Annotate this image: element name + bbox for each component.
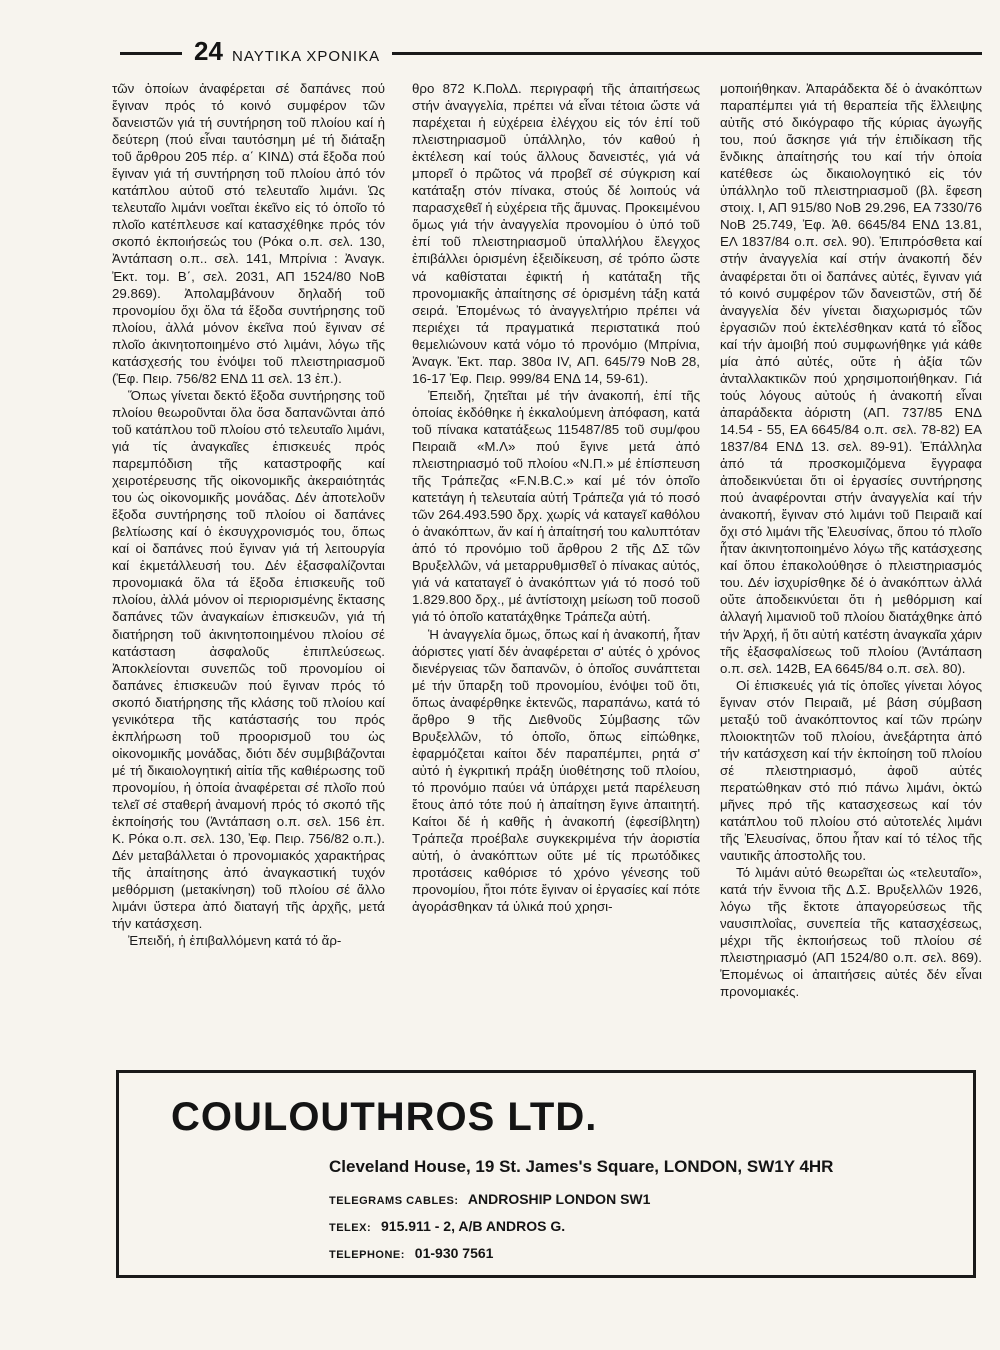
article-column-3 [720, 80, 982, 1060]
header-rule-left [120, 52, 182, 55]
paragraph: Ὅπως γίνεται δεκτό ἔξοδα συντήρησης τοῦ πλοίου θεωροῦνται ὅλα ὅσα δαπανῶνται ἀπό τοῦ κατάπλου τοῦ πλοίου στό τελευταῖο λιμάνι, γιά τίς ἀναγκαῖες ἐπισκευές πρός παρεμπόδιση τῆς καταστροφῆς καί χειροτέρευσης τῆς οἰκονομικῆς ἀκεραιότητάς του ὡς οἰκονομικῆς μονάδας. Δέν ἀποτελοῦν ἔξοδα συντήρησης τοῦ πλοίου οἱ δαπάνες βελτίωσης καί ὁ ἐκσυγχρονισμός του, ὅπως καί οἱ δαπάνες πού ἔγιναν γιά τή λειτουργία καί ἐκμετάλλευσή του. Δέν ἐξασφαλίζονται προνομιακά ὅλα τά ἔξοδα ἐπισκευῆς τοῦ πλοίου, ἀλλά μόνον οἱ περιορισμένης ἔκτασης δαπάνες τῶν ἀναγκαίων ἐπισκευῶν, γιά τή διατήρηση τοῦ ἀκινητοποιημένου πλοίου σέ κατάσταση ἀσφαλοῦς ἐπιπλεύσεως. Ἀποκλείονται συνεπῶς τοῦ προνομίου οἱ δαπάνες ἐπισκευῶν πού ἔγιναν πρός τό σκοπό διατήρησης τῆς κλάσης τοῦ πλοίου καί γενικότερα τῆς κατάστασής του πρός ἐκπλήρωση τοῦ προορισμοῦ του ὡς οἰκονομικῆς μονάδας, διότι δέν συμβιβάζονται μέ τή δικαιολογητική αἰτία τῆς καθιέρωσης τοῦ προνομίου, ἡ ὁποία ἀναφέρεται σέ πλοῖο πού τελεῖ σέ σταθερή ἀναμονή πρός τό σκοπό τῆς ἐκποίησής του (Ἀντάπαση ο.π. σελ. 156 ἐπ. Κ. Ρόκα ο.π. σελ. 130, Ἐφ. Πειρ. 756/82 ο.π.). Δέν μεταβάλλεται ὁ προνομιακός χαρακτήρας τῆς ἀπαίτησης ἀπό ἀναγκαστική τυχόν μεθόρμιση (μετακίνηση) τοῦ πλοίου σέ ἄλλο λιμάνι ὕστερα ἀπό διαταγή τῆς ἀρχῆς, μετά τήν κατάσχεση. [112, 387, 385, 932]
ad-telephone-row [329, 1245, 493, 1261]
paragraph: μοποιήθηκαν. Ἀπαράδεκτα δέ ὁ ἀνακόπτων παραπέμπει γιά τή θεραπεία τῆς ἔλλειψης αὐτῆς στό δικόγραφο τῆς κύριας ἀγωγῆς του, πού ἄσκησε γιά τήν ἐπιδίκαση τῆς ἔνδικης ἀπαίτησής του καί τήν ὁποία κατέθεσε ὡς δικαιολογητικό εἰς τόν ὑπάλληλο τοῦ πλειστηριασμοῦ (βλ. ἔφεση στοιχ. Ι, ΑΠ 915/80 ΝοΒ 29.296, ΕΑ 7330/76 ΝοΒ 25.749, Ἐφ. Ἀθ. 6645/84 ΕΝΔ 13.81, ΕΛ 1837/84 ο.π. σελ. 90). Ἐπιπρόσθετα καί στήν ἀναγγελία καί στήν ἀνακοπή δέν ἀναφέρεται ὅτι οἱ δαπάνες αὐτές, ἔγιναν γιά τό κοινό συμφέρον τῶν δανειστῶν, στή δέ ἀναγγελία δέν γίνεται διαχωρισμός τῶν ἐργασιῶν πού ἐκτελέσθηκαν κατά τό εἶδος καί τήν ἀμοιβή πού συμφωνήθηκε γιά κάθε μία ἀπό αὐτές, οὔτε ἡ ἀξία τῶν ἀνταλλακτικῶν πού χρησιμοποιήθηκαν. Γιά τούς λόγους αὐτούς ἡ ἀνακοπή εἶναι ἀπαράδεκτα ἀόριστη (ΑΠ. 737/85 ΕΝΔ 14.54 - 55, ΕΑ 6645/84 ο.π. σελ. 78-82) ΕΑ 1837/84 ΕΝΔ 13. σελ. 89-91). Ἐπάλληλα ἀπό τά προσκομιζόμενα ἔγγραφα ἀποδεικνύεται ὅτι οἱ ἐργασίες συντήρησης πού ἀναφέρονται στήν ἀναγγελία καί τήν ἀνακοπή, ἔγιναν στό λιμάνι τοῦ Πειραιᾶ καί ὄχι στό λιμάνι τῆς Ἐλευσίνας, ὅπου τό πλοῖο ἦταν ἀκινητοποιημένο λόγω τῆς κατάσχεσης καί ὅπου ἐπακολούθησε ὁ πλειστηριασμός του. Δέν ἰσχυρίσθηκε δέ ὁ ἀνακόπτων ἀλλά οὔτε ἀποδεικνύεται ὅτι ἡ μεθόρμιση καί ἀλλαγή λιμανιοῦ τοῦ πλοίου διατάχθηκε ἀπό τήν Ἀρχή, ἤ ὅτι αὐτή κατέστη ἀναγκαῖα χάριν τῆς ἐξασφαλίσεως τοῦ πλοίου (Ἀντάπαση ο.π. σελ. 142Β, ΕΑ 6645/84 ο.π. σελ. 80). [720, 81, 982, 676]
page-number: 24 [194, 36, 223, 66]
ad-telex-value: 915.911 - 2, A/B ANDROS G. [381, 1218, 566, 1234]
article-column-1 [112, 80, 385, 1060]
paragraph: θρο 872 Κ.ΠολΔ. περιγραφή τῆς ἀπαιτήσεως στήν ἀναγγελία, πρέπει νά εἶναι τέτοια ὥστε νά παρέχεται ἡ εὐχέρεια ἐλέγχου εἰς τόν ἐπί τοῦ πλειστηριασμοῦ ὑπάλληλο, τόν καθού ἡ ἐκτέλεση καί τούς ἄλλους δανειστές, γιά νά μπορεῖ ὁ πρῶτος νά προβεῖ σέ σύγκριση καί κατάταξη στόν πίνακα, στούς δέ λοιπούς νά παρασχεθεῖ ἡ εὐχέρεια τῆς ἄμυνας. Προκειμένου ὅμως γιά τήν ἀναγγελία προνομίου ὁ ὑπό τοῦ ἐπί τοῦ πλειστηριασμοῦ ὑπαλλήλου ἔλεγχος ἐπιβάλλει ὁρισμένη ἐξειδίκευση, σέ τρόπο ὥστε νά καθίσταται ἐφικτή ἡ κατάταξη τῆς προνομιακῆς ἀπαίτησης σέ ὁρισμένη τάξη κατά σειρά. Ἐπομένως τό ἀναγγελτήριο πρέπει νά περιέχει τά πραγματικά περιστατικά πού θεμελιώνουν κατά νόμο τό προνόμιο (Μπρίνια, Ἀναγκ. Ἐκτ. παρ. 380α IV, ΑΠ. 645/79 ΝοΒ 28, 16-17 Ἐφ. Πειρ. 999/84 ΕΝΔ 14, 59-61). [412, 81, 700, 386]
ad-telegrams-value: ANDROSHIP LONDON SW1 [467, 1191, 651, 1207]
ad-telegrams-row [329, 1191, 650, 1207]
paragraph: τῶν ὁποίων ἀναφέρεται σέ δαπάνες πού ἔγιναν πρός τό κοινό συμφέρον τῶν δανειστῶν γιά τή συντήρηση τοῦ πλοίου καί ἡ δεύτερη (πού εἶναι ταυτόσημη μέ τή διάταξη τοῦ ἄρθρου 205 πέρ. α΄ ΚΙΝΔ) στά ἔξοδα πού ἔγιναν γιά τή συντήρηση τοῦ πλοίου ἀπό τόν κατάπλου αὐτοῦ στό τελευταῖο λιμάνι. Ὡς τελευταῖο λιμάνι νοεῖται ἐκεῖνο εἰς τό ὁποῖο τό πλοῖο κατέπλευσε καί κατασχέθηκε πρός τόν σκοπό ἐκποιήσεώς του (Ρόκα ο.π. σελ. 130, Ἀντάπαση ο.π.. σελ. 141, Μπρίνια : Ἀναγκ. Ἐκτ. τομ. Β΄, σελ. 2031, ΑΠ 1524/80 ΝοΒ 29.869). Ἀπολαμβάνουν δηλαδή τοῦ προνομίου ὄχι ὅλα τά ἔξοδα συντήρησης τοῦ πλοίου, ἀλλά μόνον ἐκεῖνα πού ἔγιναν σέ πλοῖο ἀκινητοποιημένο στό λιμάνι, λόγω τῆς κατάσχεσής του ἐνόψει τοῦ πλειστηριασμοῦ (Ἐφ. Πειρ. 756/82 ΕΝΔ 11 σελ. 13 ἐπ.). [112, 81, 385, 386]
ad-company-name: COULOUTHROS LTD. [171, 1095, 598, 1139]
ad-telephone-label: TELEPHONE: [329, 1249, 405, 1261]
ad-telephone-value: 01-930 7561 [414, 1245, 494, 1261]
ad-telex-row [329, 1218, 565, 1234]
paragraph: Τό λιμάνι αὐτό θεωρεῖται ὡς «τελευταῖο», κατά τήν ἔννοια τῆς Δ.Σ. Βρυξελλῶν 1926, λόγω τῆς ἔκτοτε ἀπαγορεύσεως τῆς ναυσιπλοΐας, συνεπεία τῆς κατασχέσεως, μέχρι τῆς ἐκποιήσεως τοῦ πλοίου σέ πλειστηριασμό (ΑΠ 1524/80 ο.π. σελ. 869). Ἐπομένως οἱ ἀπαιτήσεις αὐτές δέν εἶναι προνομιακές. [720, 865, 982, 1000]
ad-telegrams-label: TELEGRAMS CABLES: [329, 1195, 459, 1207]
header-rule-right [392, 52, 982, 55]
article-column-2 [412, 80, 700, 1060]
ad-address: Cleveland House, 19 St. James's Square, LONDON, SW1Y 4HR [329, 1157, 834, 1176]
paragraph: Ἡ ἀναγγελία ὅμως, ὅπως καί ἡ ἀνακοπή, ἦταν ἀόριστες γιατί δέν ἀναφέρεται σ' αὐτές ὁ χρόνος διενέργειας τῶν δαπανῶν, ὁ ὁποῖος συνάπτεται μέ τήν ὕπαρξη τοῦ προνομίου, ἐνόψει τοῦ ὅτι, ὅπως ἀναφέρθηκε ἐκτενῶς, παραπάνω, κατά τό ἄρθρο 9 τῆς Διεθνοῦς Σύμβασης τῶν Βρυξελλῶν, τό ὁποῖο, ὅπως εἰπώθηκε, ἐφαρμόζεται καίτοι δέν παραπέμπει, ρητά σ' αὐτό ἡ ἐγκριτική πράξη ὑιοθέτησης τοῦ πλοίου, τό προνόμιο παύει νά ὑπάρχει μετά παρέλευση ἔτους ἀπό τότε πού ἡ ἀπαίτηση ἔγινε ἀπαιτητή. Καίτοι δέ ἡ καθῆς ἡ ἀνακοπή (ἐφεσίβλητη) Τράπεζα προέβαλε συγκεκριμένα τήν ἀοριστία αὐτή, ὁ ἀνακόπτων οὔτε μέ τίς πρωτόδικες προτάσεις καθόρισε τό χρόνο γένεσης τοῦ προνομίου, ἤτοι πότε ἔγιναν οἱ ἐργασίες καί πότε ἀγοράσθηκαν τά ὑλικά πού χρησι- [412, 626, 700, 915]
paragraph: Ἐπειδή, ἡ ἐπιβαλλόμενη κατά τό ἄρ- [128, 933, 342, 949]
ad-telex-label: TELEX: [329, 1222, 372, 1234]
paragraph: Ἐπειδή, ζητεῖται μέ τήν ἀνακοπή, ἐπί τῆς ὁποίας ἐκδόθηκε ἡ ἐκκαλούμενη ἀπόφαση, κατά τοῦ πίνακα κατατάξεως 115487/85 τοῦ συμ/φου Πειραιᾶ «Μ.Λ» πού ἔγινε μετά ἀπό πλειστηριασμό τοῦ πλοίου «Ν.Π.» μέ ἐπίσπευση τῆς Τράπεζας «F.N.B.C.» καί μέ τόν ὁποῖο κατετάγη ἡ τελευταία αὐτή Τράπεζα γιά τό ποσό τῶν 264.493.590 δρχ. χωρίς νά καταγεῖ καθόλου ὁ ἀνακόπτων, ἄν καί ἡ ἀπαίτησή του καλυπτόταν ἀπό τό προνόμιο τοῦ ἄρθρου 2 τῆς ΔΣ τῶν Βρυξελλῶν, νά μεταρρυθμισθεῖ ὁ πίνακας αὐτός, γιά νά καταταγεῖ ὁ ἀνακόπτων γιά τό ποσό τοῦ 1.829.800 δρχ., μέ ἀντίστοιχη μείωση τοῦ ποσοῦ γιά τό ὁποῖο κατατάχθηκε Τράπεζα αὐτή. [412, 387, 700, 625]
page-header [120, 38, 982, 78]
advertisement-box [116, 1070, 976, 1278]
magazine-title: ΝΑΥΤΙΚΑ ΧΡΟΝΙΚΑ [232, 48, 381, 65]
paragraph: Οἱ ἐπισκευές γιά τίς ὁποῖες γίνεται λόγος ἔγιναν στόν Πειραιᾶ, μέ βάση σύμβαση μεταξύ τοῦ ἀνακόπτοντος καί τῶν πρώην πλοιοκτητῶν τοῦ πλοίου, ἀνεξάρτητα ἀπό τήν κατάσχεση καί τήν ἐκποίηση τοῦ πλοίου σέ πλειστηριασμό, ἀφοῦ αὐτές περατώθηκαν στό πιό πάνω λιμάνι, ὀκτώ μῆνες πρό τῆς κατασχεσεως καί τόν κατάπλου τοῦ πλοίου στό αὐτοτελές λιμάνι τῆς Ἐλευσίνας, ὅπου ἦταν καί τό τέλος τῆς ναυτικῆς ἀποστολῆς του. [720, 677, 982, 864]
